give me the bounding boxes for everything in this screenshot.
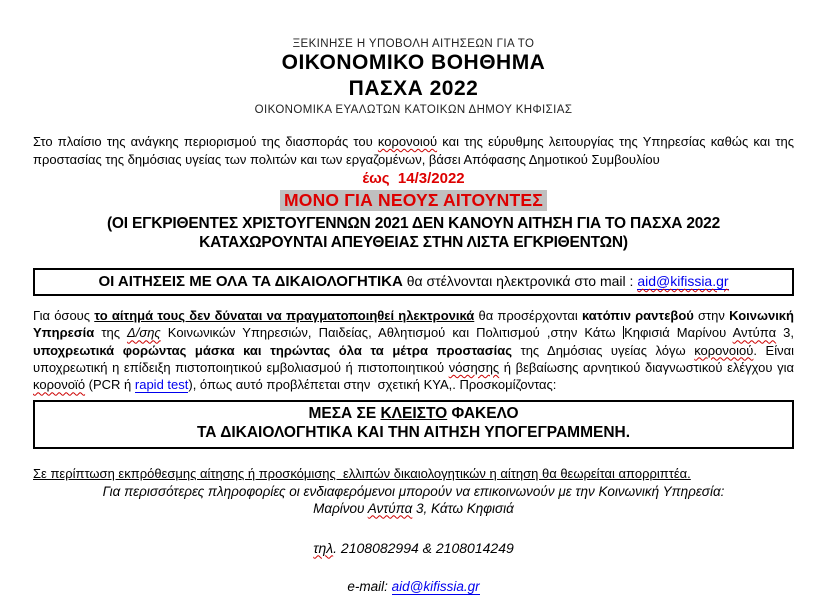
text-segment: θα στέλνονται ηλεκτρονικά στο mail : <box>402 272 638 289</box>
misspelled-word: Δ/σης <box>127 325 161 341</box>
text-segment: της Δημόσιας υγείας λόγω <box>512 342 695 358</box>
page-title-line2: ΠΑΣΧΑ 2022 <box>348 76 479 100</box>
text-segment: κατόπιν ραντεβού <box>581 307 694 323</box>
header-subtitle: ΟΙΚΟΝΟΜΙΚΑ ΕΥΑΛΩΤΩΝ ΚΑΤΟΙΚΩΝ ΔΗΜΟΥ ΚΗΦΙΣΙΑΣ <box>254 104 573 117</box>
text-segment: . Είναι υποχρεωτική η επίδειξη πιστοποιητικού εμβολιασμού ή πιστοποιητικού <box>33 342 798 376</box>
text-segment: ΜΕΣΑ ΣΕ <box>308 404 381 422</box>
email-line <box>33 579 794 594</box>
misspelled-word: νόσησης <box>448 360 500 376</box>
intro-paragraph <box>33 133 798 168</box>
text-segment: της <box>94 325 128 341</box>
address-line <box>33 501 794 516</box>
email-submission-box <box>33 268 794 296</box>
misspelled-word: κορονοιού <box>377 134 438 150</box>
text-segment: . 2108082994 & 2108014249 <box>333 539 514 556</box>
email-link[interactable]: aid@kifissia.gr <box>391 578 480 594</box>
text-segment: 3, Κάτω Κηφισιά <box>412 500 514 516</box>
misspelled-word: κορονοιού <box>694 342 754 358</box>
text-segment: ή βεβαίωσης αρνητικού διαγνωστικού ελέγχου για <box>499 360 798 376</box>
procedure-paragraph <box>33 307 798 394</box>
rapid-test-link[interactable]: rapid test <box>134 377 189 393</box>
envelope-line1 <box>41 404 786 423</box>
misspelled-word: τηλ <box>313 539 334 556</box>
text-segment: e-mail: <box>347 578 392 594</box>
banner-row <box>33 190 794 211</box>
text-segment: ΚΛΕΙΣΤΟ <box>380 404 448 422</box>
page-title-line1: ΟΙΚΟΝΟΜΙΚΟ ΒΟΗΘΗΜΑ <box>281 51 546 74</box>
email-link[interactable]: aid@kifissia.gr <box>637 272 729 289</box>
contact-info-line: Για περισσότερες πληροφορίες οι ενδιαφερόμενοι μπορούν να επικοινωνούν με την Κοινωνική Υπηρεσία: <box>102 483 725 499</box>
text-segment: Κηφισιά Μαρίνου <box>624 325 733 341</box>
text-segment: Κοινωνική Υπηρεσία <box>33 307 798 341</box>
text-segment: στην <box>693 307 730 323</box>
new-applicants-banner: ΜΟΝΟ ΓΙΑ ΝΕΟΥΣ ΑΙΤΟΥΝΤΕΣ <box>280 190 547 211</box>
text-segment: το αίτημά τους δεν δύναται να πραγματοποιηθεί ηλεκτρονικά <box>94 307 475 323</box>
text-segment: και της εύρυθμης λειτουργίας της Υπηρεσίας καθώς και της προστασίας της δημόσιας υγείας των πολιτών και των εργαζομένων, βάσει Απόφασης Δημοτικού Συμβουλίου <box>33 134 798 167</box>
text-segment: θα προσέρχονται <box>474 307 582 323</box>
text-segment: Στο πλαίσιο της ανάγκης περιορισμού της διασποράς του <box>33 134 378 150</box>
misspelled-word: Αντύπα <box>732 325 777 341</box>
misspelled-word: κορονοϊό <box>33 377 86 393</box>
misspelled-word: Αντύπα <box>367 500 413 516</box>
deadline-date: έως 14/3/2022 <box>362 170 465 188</box>
note-line1: (ΟΙ ΕΓΚΡΙΘΕΝΤΕΣ ΧΡΙΣΤΟΥΓΕΝΝΩΝ 2021 ΔΕΝ ΚΑΝΟΥΝ ΑΙΤΗΣΗ ΓΙΑ ΤΟ ΠΑΣΧΑ 2022 <box>106 215 721 233</box>
rejection-warning: Σε περίπτωση εκπρόθεσμης αίτησης ή προσκόμισης ελλιπών δικαιολογητικών η αίτηση θα θεωρείται απορριπτέα. <box>33 465 691 481</box>
text-segment: ΟΙ ΑΙΤΗΣΕΙΣ ΜΕ ΟΛΑ ΤΑ ΔΙΚΑΙΟΛΟΓΗΤΙΚΑ <box>98 272 403 290</box>
note-line2: ΚΑΤΑΧΩΡΟΥΝΤΑΙ ΑΠΕΥΘΕΙΑΣ ΣΤΗΝ ΛΙΣΤΑ ΕΓΚΡΙΘΕΝΤΩΝ) <box>199 233 628 251</box>
text-segment: ΦΑΚΕΛΟ <box>447 404 519 422</box>
envelope-box <box>33 400 794 449</box>
text-segment: (PCR ή <box>85 377 135 393</box>
text-segment: Μαρίνου <box>313 500 368 516</box>
text-segment: υποχρεωτικά φορώντας μάσκα και τηρώντας όλα τα μέτρα προστασίας <box>33 342 513 358</box>
text-segment: Κοινωνικών Υπηρεσιών, Παιδείας, Αθλητισμού και Πολιτισμού ,στην Κάτω <box>160 325 623 341</box>
text-segment: Για όσους <box>33 307 95 323</box>
text-segment: ), όπως αυτό προβλέπεται στην σχετική ΚΥΑ,. Προσκομίζοντας: <box>188 377 557 393</box>
phone-line <box>33 540 794 556</box>
text-segment: 3, <box>776 325 798 341</box>
envelope-line2: ΤΑ ΔΙΚΑΙΟΛΟΓΗΤΙΚΑ ΚΑΙ ΤΗΝ ΑΙΤΗΣΗ ΥΠΟΓΕΓΡΑΜΜΕΝΗ. <box>196 424 631 442</box>
header-intro-line: ΞΕΚΙΝΗΣΕ Η ΥΠΟΒΟΛΗ ΑΙΤΗΣΕΩΝ ΓΙΑ ΤΟ <box>292 38 535 50</box>
